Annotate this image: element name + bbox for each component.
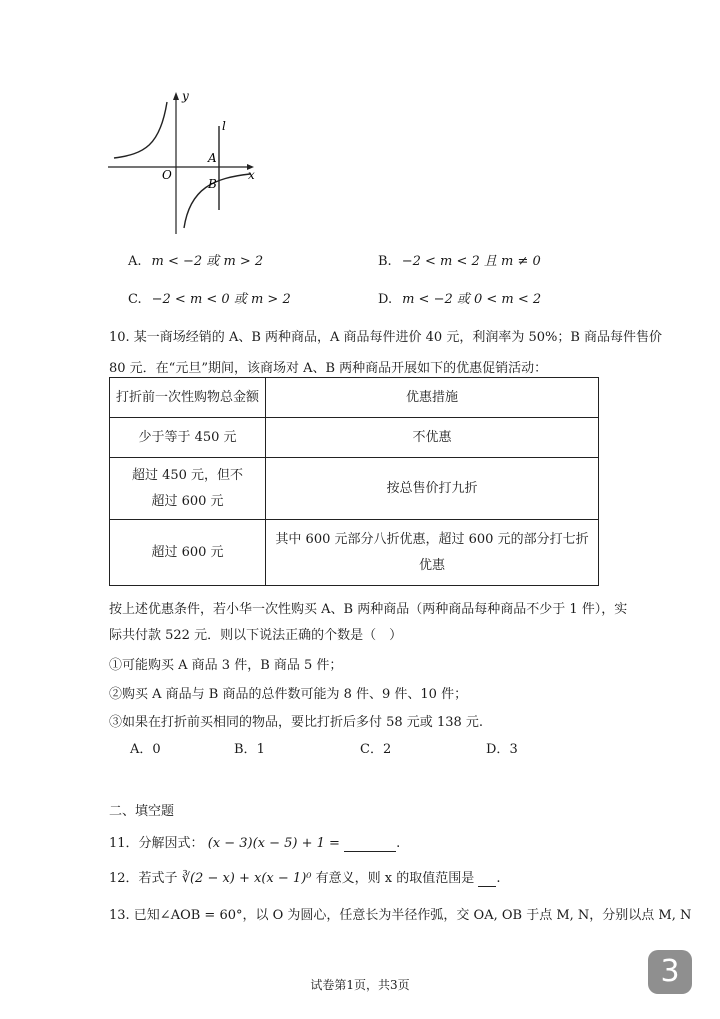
q12-answer-blank[interactable] bbox=[478, 871, 496, 887]
q9-option-c[interactable] bbox=[128, 288, 291, 307]
y-axis-arrow bbox=[173, 92, 179, 100]
q11-answer-blank[interactable] bbox=[344, 836, 396, 852]
x-label: x bbox=[248, 168, 255, 182]
option-label: D. bbox=[378, 292, 393, 307]
table-row bbox=[110, 458, 599, 520]
q13-text: 13. 已知∠AOB = 60°，以 O 为圆心，任意长为半径作弧，交 OA, OB 于点 M, N，分别以点 M, N bbox=[109, 908, 692, 923]
q9-option-d[interactable] bbox=[378, 288, 541, 307]
function-graph bbox=[104, 86, 264, 238]
y-label: y bbox=[182, 89, 189, 103]
option-label: C. bbox=[128, 292, 142, 307]
promotion-table bbox=[109, 377, 599, 586]
q10-after-1: 按上述优惠条件，若小华一次性购买 A、B 两种商品（两种商品每种商品不少于 1 件），实 bbox=[109, 602, 628, 617]
option-text: m < −2 或 m > 2 bbox=[151, 254, 264, 269]
hyperbola-branch-upper-left bbox=[114, 102, 167, 158]
q10-option-c[interactable] bbox=[360, 738, 391, 757]
option-text: −2 < m < 0 或 m > 2 bbox=[151, 292, 291, 307]
point-a-label: A bbox=[208, 151, 217, 165]
option-text: 1 bbox=[256, 742, 265, 757]
section-title: 二、填空题 bbox=[109, 804, 175, 819]
q12-suffix: 有意义，则 x 的取值范围是 bbox=[315, 871, 475, 886]
option-label: D． bbox=[486, 742, 510, 757]
q11-prefix: 11．分解因式： bbox=[109, 836, 204, 851]
q9-option-b[interactable] bbox=[378, 250, 541, 269]
q11-expression: (x − 3)(x − 5) + 1 = bbox=[207, 836, 340, 851]
option-label: B. bbox=[378, 254, 392, 269]
table-cell: 超过 600 元 bbox=[110, 520, 266, 586]
q12-expression: ∛(2 − x) + x(x − 1)⁰ bbox=[181, 871, 312, 886]
q10-after-2: 际共付款 522 元．则以下说法正确的个数是（ ） bbox=[109, 628, 403, 643]
option-label: A． bbox=[130, 742, 153, 757]
q10-statement-1: ①可能购买 A 商品 3 件，B 商品 5 件； bbox=[109, 658, 343, 673]
table-header-row bbox=[110, 378, 599, 418]
q10-option-b[interactable] bbox=[234, 738, 265, 757]
origin-label: O bbox=[162, 168, 172, 182]
option-label: C． bbox=[360, 742, 383, 757]
q11 bbox=[109, 832, 400, 852]
q12 bbox=[109, 867, 501, 887]
q12-prefix: 12．若式子 bbox=[109, 871, 178, 886]
page-badge[interactable]: 3 bbox=[648, 950, 692, 994]
header-cell: 优惠措施 bbox=[266, 378, 599, 418]
table-cell: 不优惠 bbox=[266, 418, 599, 458]
option-text: m < −2 或 0 < m < 2 bbox=[402, 292, 542, 307]
q10-option-a[interactable] bbox=[130, 738, 161, 757]
table-row bbox=[110, 520, 599, 586]
option-label: B． bbox=[234, 742, 257, 757]
q10-statement-2: ②购买 A 商品与 B 商品的总件数可能为 8 件、9 件、10 件； bbox=[109, 687, 468, 702]
page-footer: 试卷第1页，共3页 bbox=[310, 978, 410, 992]
table-row bbox=[110, 418, 599, 458]
table-cell: 少于等于 450 元 bbox=[110, 418, 266, 458]
table-cell bbox=[110, 458, 266, 520]
q10-option-d[interactable] bbox=[486, 738, 518, 757]
header-cell: 打折前一次性购物总金额 bbox=[110, 378, 266, 418]
table-cell bbox=[266, 520, 599, 586]
hyperbola-branch-lower-right bbox=[184, 174, 250, 228]
q12-end: . bbox=[496, 871, 501, 886]
option-label: A. bbox=[128, 254, 142, 269]
q11-end: . bbox=[396, 836, 401, 851]
line-l-label: l bbox=[222, 119, 226, 133]
cell-text: 超过 450 元，但不超过 600 元 bbox=[131, 467, 244, 509]
cell-text: 其中 600 元部分八折优惠，超过 600 元的部分打七折优惠 bbox=[275, 531, 589, 573]
q10-statement-3: ③如果在打折前买相同的物品，要比打折后多付 58 元或 138 元. bbox=[109, 715, 484, 730]
option-text: 0 bbox=[152, 742, 161, 757]
option-text: 3 bbox=[509, 742, 518, 757]
option-text: −2 < m < 2 且 m ≠ 0 bbox=[401, 254, 541, 269]
q9-option-a[interactable] bbox=[128, 250, 263, 269]
option-text: 2 bbox=[382, 742, 392, 757]
q10-line-2: 80 元．在“元旦”期间，该商场对 A、B 两种商品开展如下的优惠促销活动： bbox=[109, 361, 548, 376]
table-cell: 按总售价打九折 bbox=[266, 458, 599, 520]
point-b-label: B bbox=[208, 177, 217, 191]
q10-line-1: 10. 某一商场经销的 A、B 两种商品，A 商品每件进价 40 元，利润率为 50%；B 商品每件售价 bbox=[109, 330, 663, 345]
